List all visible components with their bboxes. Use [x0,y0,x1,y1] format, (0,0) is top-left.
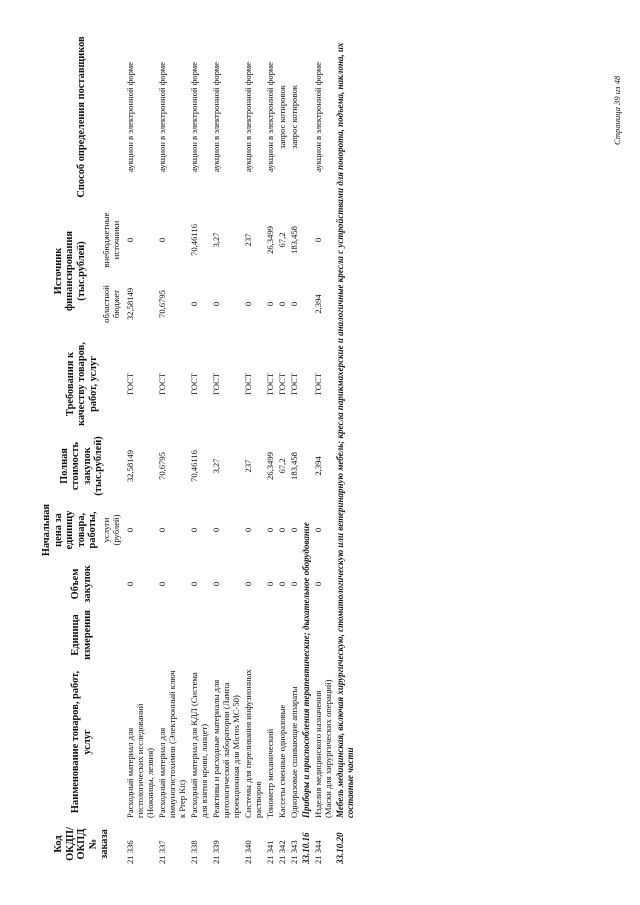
cell-extra: 70,46116 [188,224,199,256]
cell-volume: 0 [264,581,275,587]
procurement-table [40,27,356,867]
cell-unit [288,607,300,663]
cell-unit [264,607,276,663]
cell-code: 21 339 [210,840,221,864]
cell-requirements: ГОСТ [156,372,167,396]
table-row [312,27,334,867]
cell-cost: 70,6795 [156,452,167,480]
table-body [124,27,356,867]
cell-extra: 26,3499 [264,226,275,254]
col-source-extra: внебюджетные источники [100,212,121,268]
table-row [276,27,288,867]
cell-extra: 237 [242,233,253,247]
cell-volume: 0 [124,581,135,587]
table-row [288,27,300,867]
cell-unit [210,607,242,663]
cell-requirements: ГОСТ [210,372,221,396]
table-row [242,27,264,867]
cell-regional: 2,394 [312,294,323,314]
cell-method: аукцион в электронной форме [312,62,323,172]
cell-regional: 70,6795 [156,290,167,318]
cell-regional: 0 [276,301,287,307]
cell-cost: 67,2 [276,458,287,474]
cell-method: аукцион в электронной форме [264,62,275,172]
col-code: Код ОКДП/ ОКПД № заказа [53,827,110,861]
cell-volume: 0 [210,581,221,587]
cell-volume: 0 [288,581,299,587]
cell-code: 21 341 [264,840,275,864]
cell-unit [156,607,188,663]
table-row [156,27,188,867]
cell-method: аукцион в электронной форме [188,62,199,172]
col-full-cost: Полная стоимость закупок (тыс.рублей) [58,436,105,496]
table-row [210,27,242,867]
cell-cost: 183,458 [288,452,299,480]
cell-cost: 2,394 [312,456,323,476]
cell-volume: 0 [188,581,199,587]
cell-unit [188,607,210,663]
cell-price: 0 [156,527,167,533]
cell-name: Тонометр механический [264,728,275,818]
table-row [188,27,210,867]
cell-name: Кассеты сменные одноразовые [276,704,287,818]
section-code: 33.10.16 [300,832,311,864]
cell-volume: 0 [312,581,323,587]
table-header [40,27,124,867]
cell-requirements: ГОСТ [242,372,253,396]
cell-requirements: ГОСТ [312,372,323,396]
cell-method: аукцион в электронной форме [156,62,167,172]
cell-unit [312,607,334,663]
cell-code: 21 340 [242,840,253,864]
cell-method: аукцион в электронной форме [242,62,253,172]
page-number: Страница 39 из 48 [612,75,622,145]
col-source: Источник финансирования (тыс.рублей) [52,230,87,312]
cell-regional: 0 [188,301,199,307]
col-start-price: Начальная цена за единицу товара, работы, [41,503,98,557]
cell-price: 0 [124,527,135,533]
cell-method: запрос котировок [276,85,287,149]
cell-volume: 0 [156,581,167,587]
cell-method: аукцион в электронной форме [210,62,221,172]
table-row [124,27,156,867]
cell-extra: 183,458 [288,226,299,254]
cell-regional: 0 [242,301,253,307]
cell-price: 0 [288,527,299,533]
table-row [264,27,276,867]
cell-requirements: ГОСТ [288,372,299,396]
cell-method: запрос котировок [288,85,299,149]
cell-code: 21 343 [288,840,299,864]
cell-price: 0 [264,527,275,533]
cell-code: 21 344 [312,840,323,864]
cell-unit [124,607,156,663]
col-source-regional: областной бюджет [100,285,121,323]
col-name: Наименование товаров, работ, услуг [70,670,93,814]
cell-regional: 0 [288,301,299,307]
cell-requirements: ГОСТ [264,372,275,396]
section-row [300,27,312,867]
cell-code: 21 342 [276,840,287,864]
cell-name: Изделия медицинского назначения (Маски для хирургических операций) [312,679,333,818]
cell-volume: 0 [276,581,287,587]
cell-extra: 0 [156,237,167,243]
cell-regional: 0 [210,301,221,307]
cell-regional: 0 [264,301,275,307]
cell-name: Одноразовые сшивающие аппараты [288,686,299,818]
cell-requirements: ГОСТ [124,372,135,396]
col-start-price-sub: услуги (рублей) [100,514,121,546]
cell-name: Расходный материал для гистологических исследований (Ножницы, лезвия) [124,703,155,818]
col-unit: Единица измерения [70,610,93,660]
cell-name: Реактивы и расходные материалы для цитологической лаборатории (Лампа проекционная для Micros MC-50) [210,679,241,818]
section-title: Мебель медицинская, включая хирургическую, стоматологическую или ветеринарную мебель; кресла парикмахерские и аналогичные кресла с устройствами для поворота, подъема, наклона, их составные части [334,42,355,818]
col-requirements: Требования к качеству товаров, работ, услуг [64,342,99,426]
section-row [334,27,356,867]
cell-price: 0 [188,527,199,533]
cell-code: 21 336 [124,840,135,864]
cell-cost: 70,46116 [188,450,199,482]
cell-unit [276,607,288,663]
cell-price: 0 [210,527,221,533]
cell-cost: 32,58149 [124,449,135,483]
cell-name: Расходный материал для КДЛ (Система для взятия крови, ланцет) [188,672,209,818]
col-method: Способ определения поставщиков [76,36,87,198]
cell-cost: 26,3499 [264,452,275,480]
cell-name: Системы для переливания инфузионных растворов [242,669,263,818]
cell-volume: 0 [242,581,253,587]
section-code: 33.10.20 [334,832,345,864]
cell-requirements: ГОСТ [276,372,287,396]
cell-regional: 32,58149 [124,287,135,321]
cell-price: 0 [276,527,287,533]
col-volume: Объем закупок [70,565,93,603]
cell-name: Расходный материал для иммуногистохимии (Электронный ключ к Prep Kit) [156,670,187,818]
cell-extra: 0 [124,237,135,243]
cell-method: аукцион в электронной форме [124,62,135,172]
cell-extra: 67,2 [276,232,287,248]
cell-requirements: ГОСТ [188,372,199,396]
cell-cost: 3,27 [210,458,221,474]
cell-unit [242,607,264,663]
cell-extra: 3,27 [210,232,221,248]
cell-extra: 0 [312,237,323,243]
cell-cost: 237 [242,459,253,473]
cell-price: 0 [312,527,323,533]
cell-price: 0 [242,527,253,533]
section-title: Приборы и приспособления терапевтические; дыхательное оборудование [300,522,311,818]
cell-code: 21 337 [156,840,167,864]
cell-code: 21 338 [188,840,199,864]
